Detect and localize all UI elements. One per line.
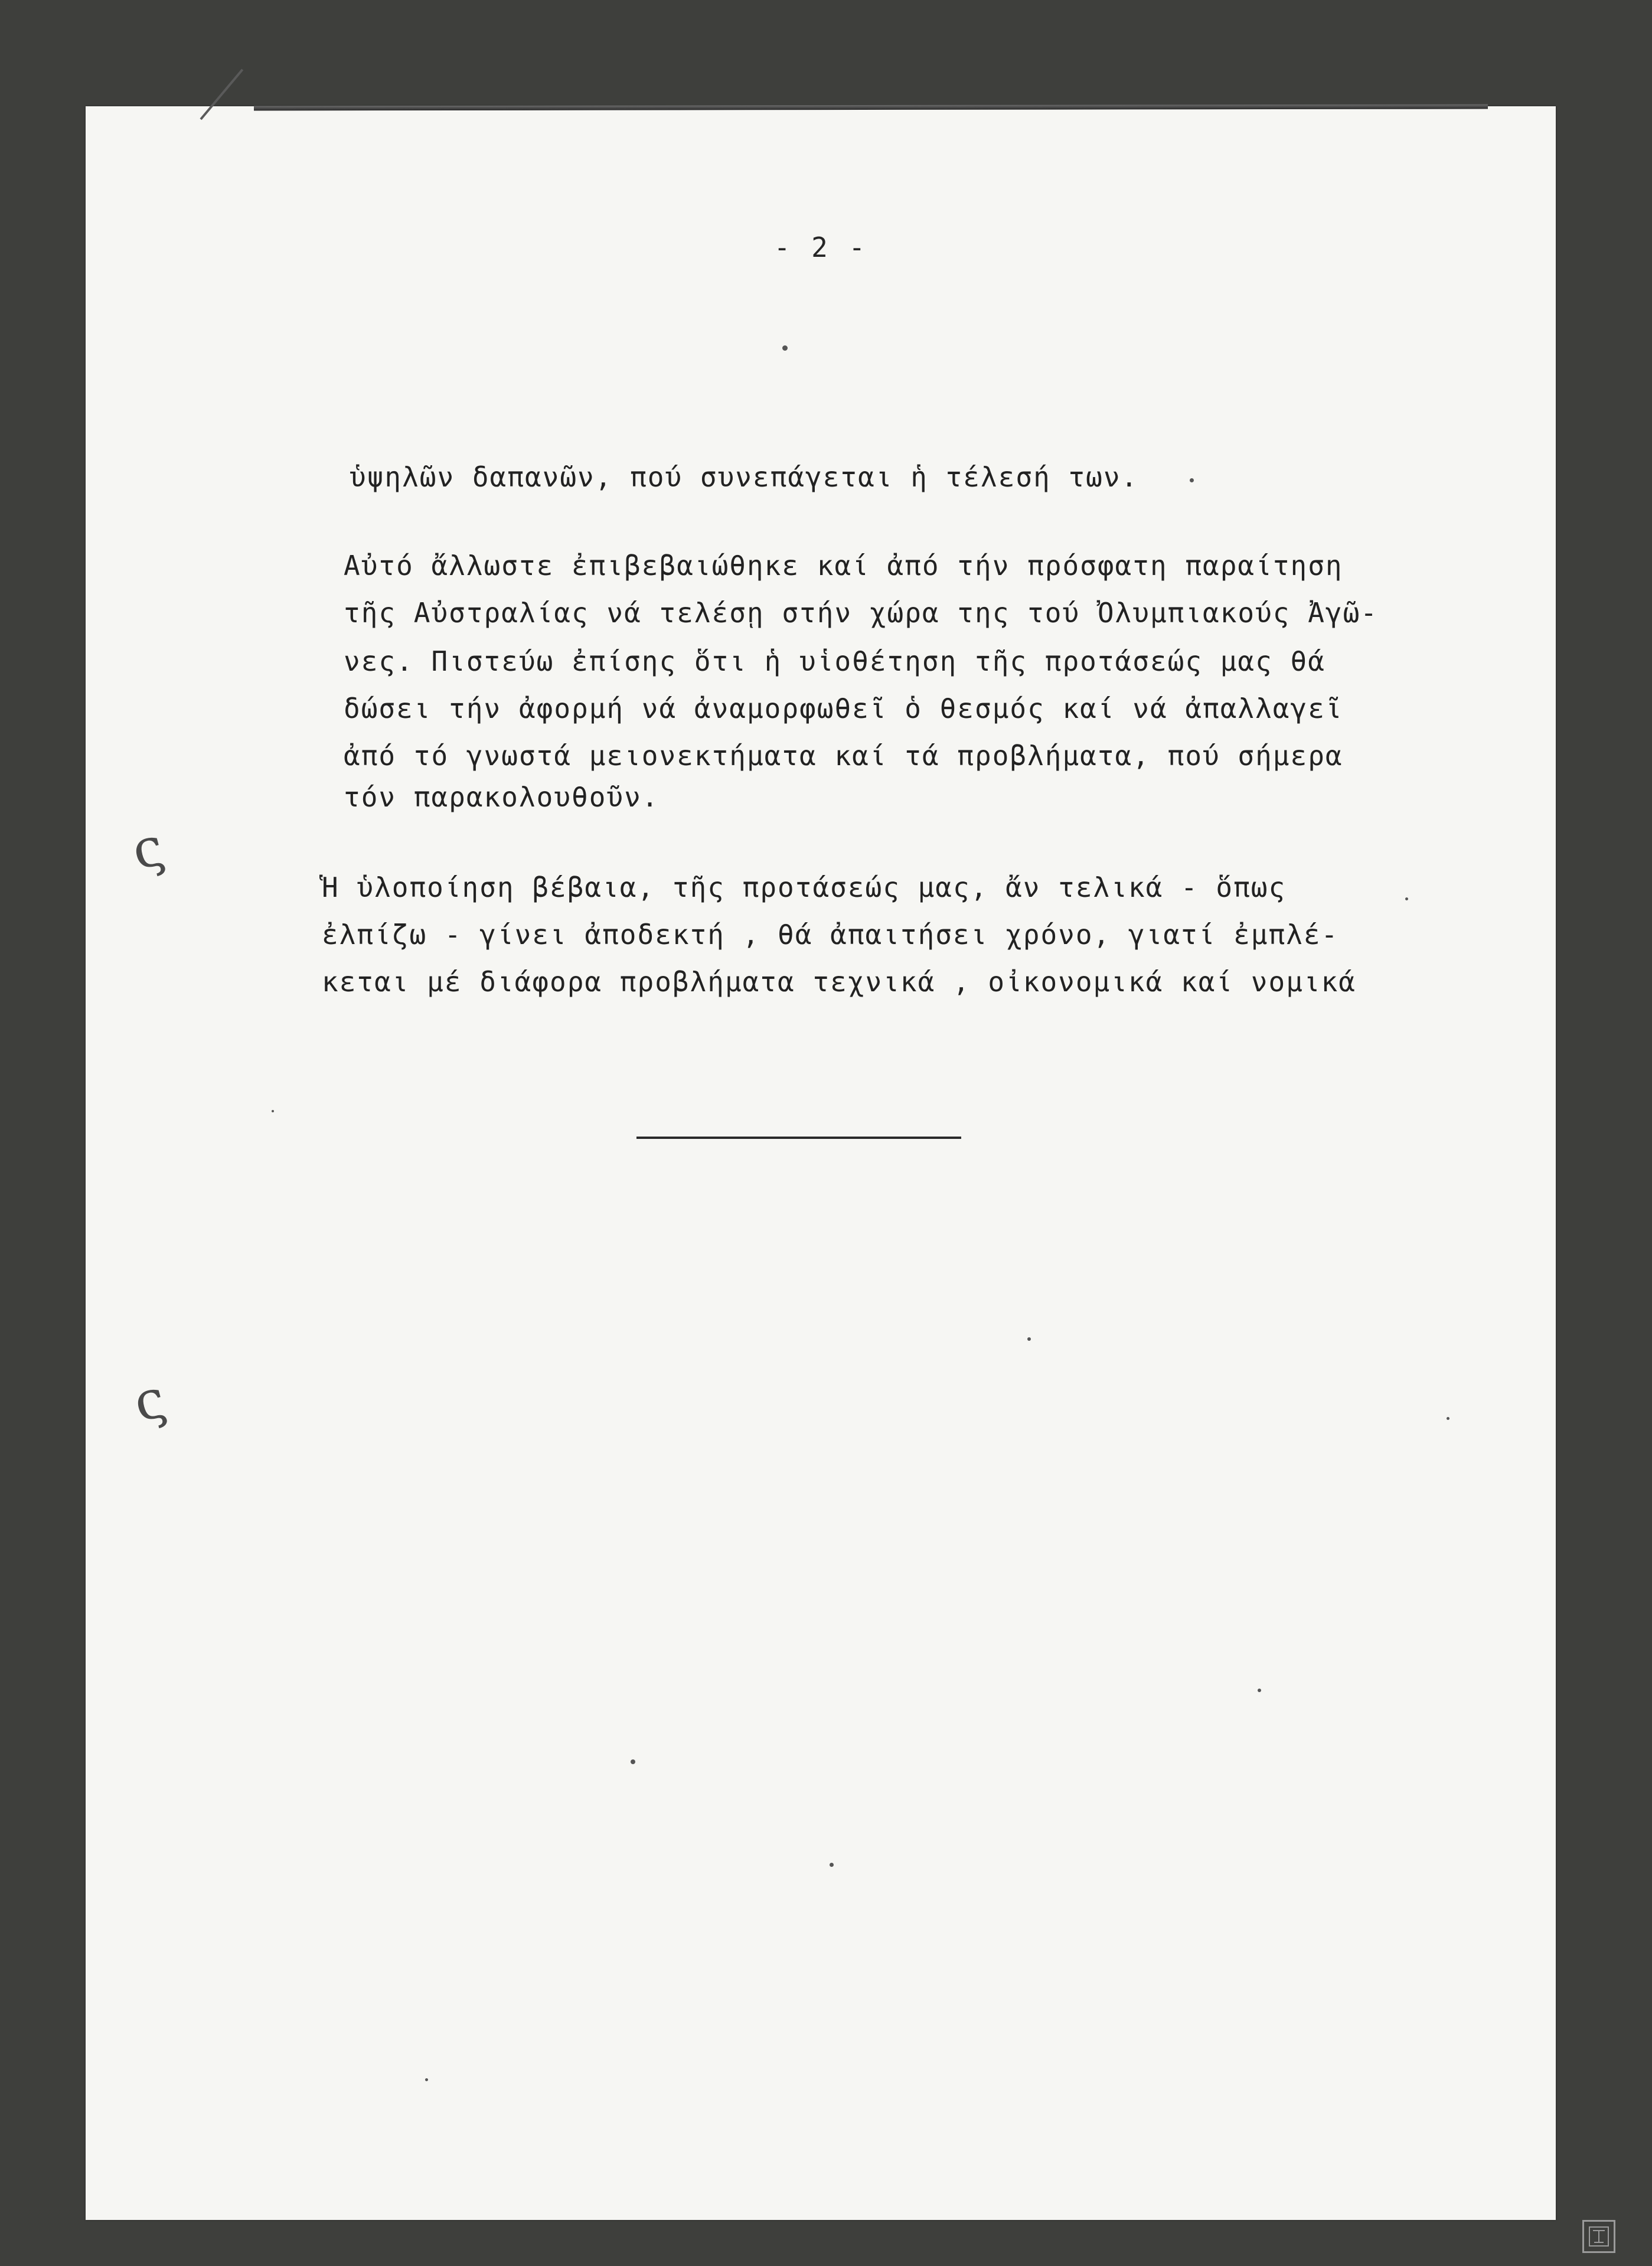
margin-mark-icon: ς xyxy=(127,1367,172,1435)
speck xyxy=(631,1759,635,1764)
text-line-2: Αὐτό ἄλλωστε ἐπιβεβαιώθηκε καί ἀπό τήν πρόσφατη παραίτηση xyxy=(344,550,1343,582)
speck xyxy=(1258,1689,1261,1692)
speck xyxy=(782,345,788,351)
text-line-4: νες. Πιστεύω ἐπίσης ὅτι ἡ υἱοθέτηση τῆς προτάσεώς μας θά xyxy=(344,645,1325,677)
section-divider xyxy=(636,1137,961,1139)
text-line-9: ἐλπίζω - γίνει ἀποδεκτή , θά ἀπαιτήσει χρόνο, γιατί ἐμπλέ- xyxy=(322,919,1339,951)
speck xyxy=(1027,1337,1031,1341)
text-line-1: ὑψηλῶν δαπανῶν, πού συνεπάγεται ἡ τέλεσή των. xyxy=(350,461,1139,493)
document-page xyxy=(86,106,1556,2220)
text-line-6: ἀπό τό γνωστά μειονεκτήματα καί τά προβλήματα, πού σήμερα xyxy=(344,740,1343,772)
speck xyxy=(1447,1417,1449,1420)
speck xyxy=(272,1110,274,1112)
margin-mark-icon: ς xyxy=(125,815,171,883)
speck xyxy=(830,1863,834,1867)
speck xyxy=(1190,478,1194,482)
text-line-8: Ἡ ὑλοποίηση βέβαια, τῆς προτάσεώς μας, ἄν τελικά - ὅπως xyxy=(322,871,1287,903)
page-number: - 2 - xyxy=(773,231,868,263)
archive-logo-icon xyxy=(1582,2220,1615,2253)
text-line-3: τῆς Αὐστραλίας νά τελέσῃ στήν χώρα της τού Ὀλυμπιακούς Ἀγῶ- xyxy=(344,597,1378,629)
text-line-7: τόν παρακολουθοῦν. xyxy=(344,781,660,813)
text-line-10: κεται μέ διάφορα προβλήματα τεχνικά , οἰκονομικά καί νομικά xyxy=(322,966,1356,998)
speck xyxy=(425,2078,428,2081)
text-line-5: δώσει τήν ἀφορμή νά ἀναμορφωθεῖ ὁ θεσμός καί νά ἀπαλλαγεῖ xyxy=(344,693,1343,724)
speck xyxy=(1405,897,1408,900)
